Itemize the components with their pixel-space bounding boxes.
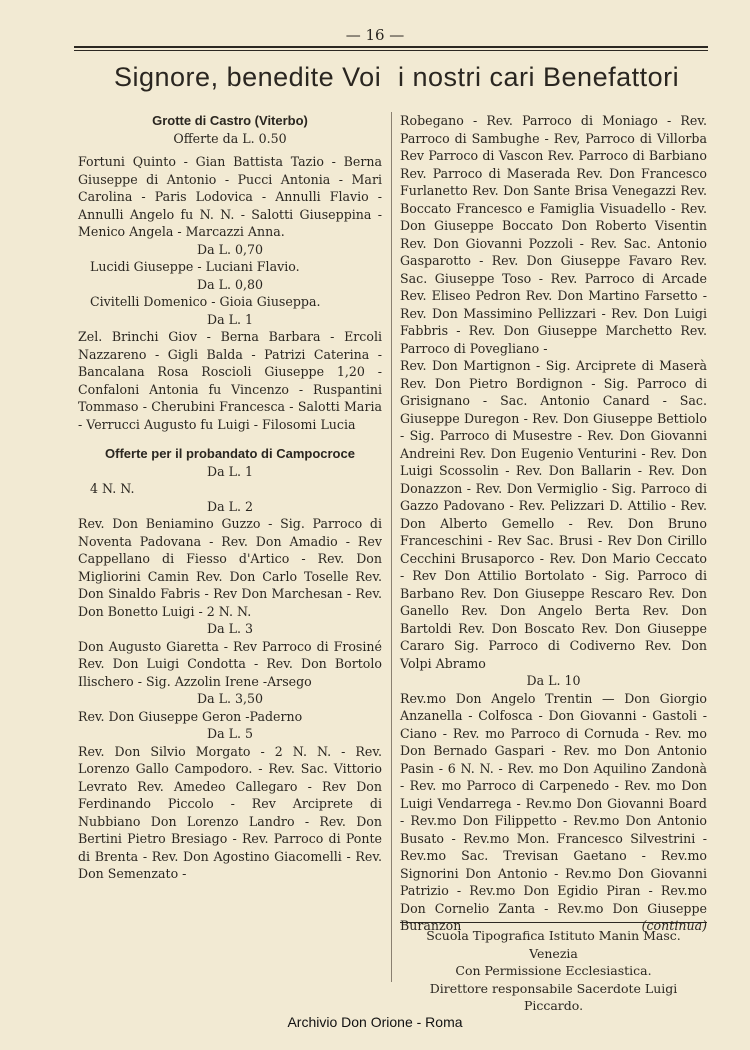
imprint-line: Con Permissione Ecclesiastica. bbox=[455, 963, 652, 978]
donor-list: Civitelli Domenico - Gioia Giuseppa. bbox=[90, 294, 321, 309]
right-column bbox=[400, 112, 707, 935]
amount-heading: Da L. 1 bbox=[207, 311, 253, 327]
printer-imprint bbox=[400, 922, 707, 1015]
donor-list: 4 N. N. bbox=[90, 481, 135, 496]
donor-list: Zel. Brinchi Giov - Berna Barbara - Ercoli Nazzareno - Gigli Balda - Patrizi Caterina - Bancalana Rosa Roscioli Giuseppe 1,20 - Confaloni Antonia fu Vincenzo - Ruspantini Tommaso - Cherubini Francesca - Salotti Maria - Verrucci Augusto fu Luigi - Filosomi Lucia bbox=[78, 329, 382, 432]
imprint-line: Scuola Tipografica Istituto Manin Masc. Venezia bbox=[426, 928, 681, 961]
header-rule-thin bbox=[74, 50, 708, 51]
continued-note: (continua) bbox=[641, 918, 707, 933]
donor-list: Don Augusto Giaretta - Rev Parroco di Frosiné Rev. Don Luigi Condotta - Rev. Don Bortolo Ilischero - Sig. Azzolin Irene -Arsego bbox=[78, 638, 382, 689]
donor-list: Rev. Don Beniamino Guzzo - Sig. Parroco di Noventa Padovana - Rev. Don Amadio - Rev Cappellano di Fiesso d'Artico - Rev. Don Migliorini Camin Rev. Don Carlo Toselle Rev. Don Sinaldo Fabris - Rev Don Marchesan - Rev. Don Bonetto Luigi - 2 N. N. bbox=[78, 516, 382, 619]
page-title bbox=[78, 62, 708, 102]
amount-heading: Da L. 0,80 bbox=[196, 276, 264, 292]
offer-subheading: Offerte da L. 0.50 bbox=[173, 130, 287, 146]
amount-heading: Da L. 0,70 bbox=[196, 241, 264, 257]
section-heading-campocroce: Offerte per il probandato di Campocroce bbox=[105, 446, 355, 461]
donor-list: Rev. Don Martignon - Sig. Arciprete di Maserà Rev. Don Pietro Bordignon - Sig. Parroco di Grisignano - Sac. Antonio Canard - Sac. Giuseppe Duregon - Rev. Don Giuseppe Bettiolo - Sig. Parroco di Musestre - Rev. Don Giovanni Andreini Rev. Don Eugenio Venturini - Rev. Don Luigi Scossolin - Rev. Don Ballarin - Rev. Don Donazzon - Rev. Don Vermiglio - Sig. Parroco di Gazzo Padovano - Rev. Pelizzari D. Attilio - Rev. Don Alberto Gemello - Rev. Don Bruno Franceschini - Rev Sac. Brusi - Rev Don Cirillo Cecchini Brusaporco - Rev. Don Mario Ceccato - Rev Don Attilio Bortolato - Sig. Parroco di Barbano Rev. Don Giuseppe Rescaro Rev. Don Ganello Rev. Don Angelo Berta Rev. Don Bartoldi Rev. Don Boscato Rev. Don Giuseppe Cararo Sig. Parroco di Codiverno Rev. Don Volpi Abramo bbox=[400, 358, 707, 671]
amount-heading: Da L. 10 bbox=[526, 673, 581, 688]
donor-list: Rev. Don Giuseppe Geron -Paderno bbox=[78, 708, 303, 724]
title-right: i nostri cari Benefattori bbox=[398, 62, 680, 92]
donor-list-text: Rev.mo Don Angelo Trentin — Don Giorgio Anzanella - Colfosca - Don Giovanni - Gastoli - Ciano - Rev. mo Parroco di Cornuda - Rev. mo Don Bernado Gaspari - Rev. mo Don Antonio Pasin - 6 N. N. - Rev. mo Don Aquilino Zandonà - Rev. mo Parroco di Carpenedo - Rev. mo Don Luigi Vendarrega - Rev.mo Don Giovanni Board - Rev.mo Don Filippetto - Rev.mo Don Antonio Busato - Rev.mo Mon. Francesco Silvestrini - Rev.mo Sac. Trevisan Gaetano - Rev.mo Signorini Don Antonio - Rev.mo Don Giovanni Patrizio - Rev.mo Don Egidio Piran - Rev.mo Don Cornelio Zanta - Rev.mo Don Giuseppe Buranzon bbox=[400, 690, 707, 933]
amount-heading: Da L. 3 bbox=[207, 621, 253, 636]
amount-heading: Da L. 2 bbox=[207, 498, 253, 514]
page-number: — 16 — bbox=[345, 26, 405, 44]
amount-heading: Da L. 3,50 bbox=[196, 691, 264, 706]
imprint-line: Direttore responsabile Sacerdote Luigi Piccardo. bbox=[429, 980, 678, 1013]
title-left: Signore, benedite Voi bbox=[114, 62, 382, 92]
amount-heading: Da L. 1 bbox=[207, 463, 253, 479]
amount-heading: Da L. 5 bbox=[207, 726, 253, 741]
donor-list: Robegano - Rev. Parroco di Moniago - Rev. Parroco di Sambughe - Rev, Parroco di Villorba Rev Parroco di Vascon Rev. Parroco di Barbiano Rev. Parroco di Maserada Rev. Don Francesco Furlanetto Rev. Don Sante Brisa Venegazzi Rev. Boccato Francesco e Famiglia Visuadello - Rev. Don Giuseppe Boccato Don Roberto Visentin Rev. Don Giovanni Pozzoli - Rev. Sac. Antonio Gasparotto - Rev. Don Giuseppe Favaro Rev. Sac. Giuseppe Toso - Rev. Parroco di Arcade Rev. Eliseo Pedron Rev. Don Martino Farsetto - Rev. Don Massimino Pellizzari - Rev. Don Luigi Fabbris - Rev. Don Giuseppe Marchetto Rev. Parroco di Povegliano - bbox=[400, 113, 707, 356]
column-divider bbox=[391, 112, 392, 982]
donor-list: Rev. Don Silvio Morgato - 2 N. N. - Rev. Lorenzo Gallo Campodoro. - Rev. Sac. Vittorio Levrato Rev. Amedeo Callegaro - Rev Don Ferdinando Piccolo - Rev Arciprete di Nubbiano Don Lorenzo Landro - Rev. Don Bertini Pietro Bresiago - Rev. Parroco di Ponte di Brenta - Rev. Don Agostino Giacomelli - Rev. Don Semenzato - bbox=[78, 743, 382, 881]
donor-list: Lucidi Giuseppe - Luciani Flavio. bbox=[90, 259, 300, 274]
donor-list: Fortuni Quinto - Gian Battista Tazio - Berna Giuseppe di Antonio - Pucci Antonia - Mari Carolina - Paris Lodovica - Annulli Flavio - Annulli Angelo fu N. N. - Salotti Giuseppina - Menico Angela - Marcazzi Anna. bbox=[78, 154, 382, 239]
left-column bbox=[78, 112, 382, 883]
header-rule bbox=[74, 46, 708, 48]
archive-caption: Archivio Don Orione - Roma bbox=[287, 1014, 463, 1030]
section-heading-grotte: Grotte di Castro (Viterbo) bbox=[152, 113, 308, 128]
donor-list bbox=[400, 690, 707, 935]
